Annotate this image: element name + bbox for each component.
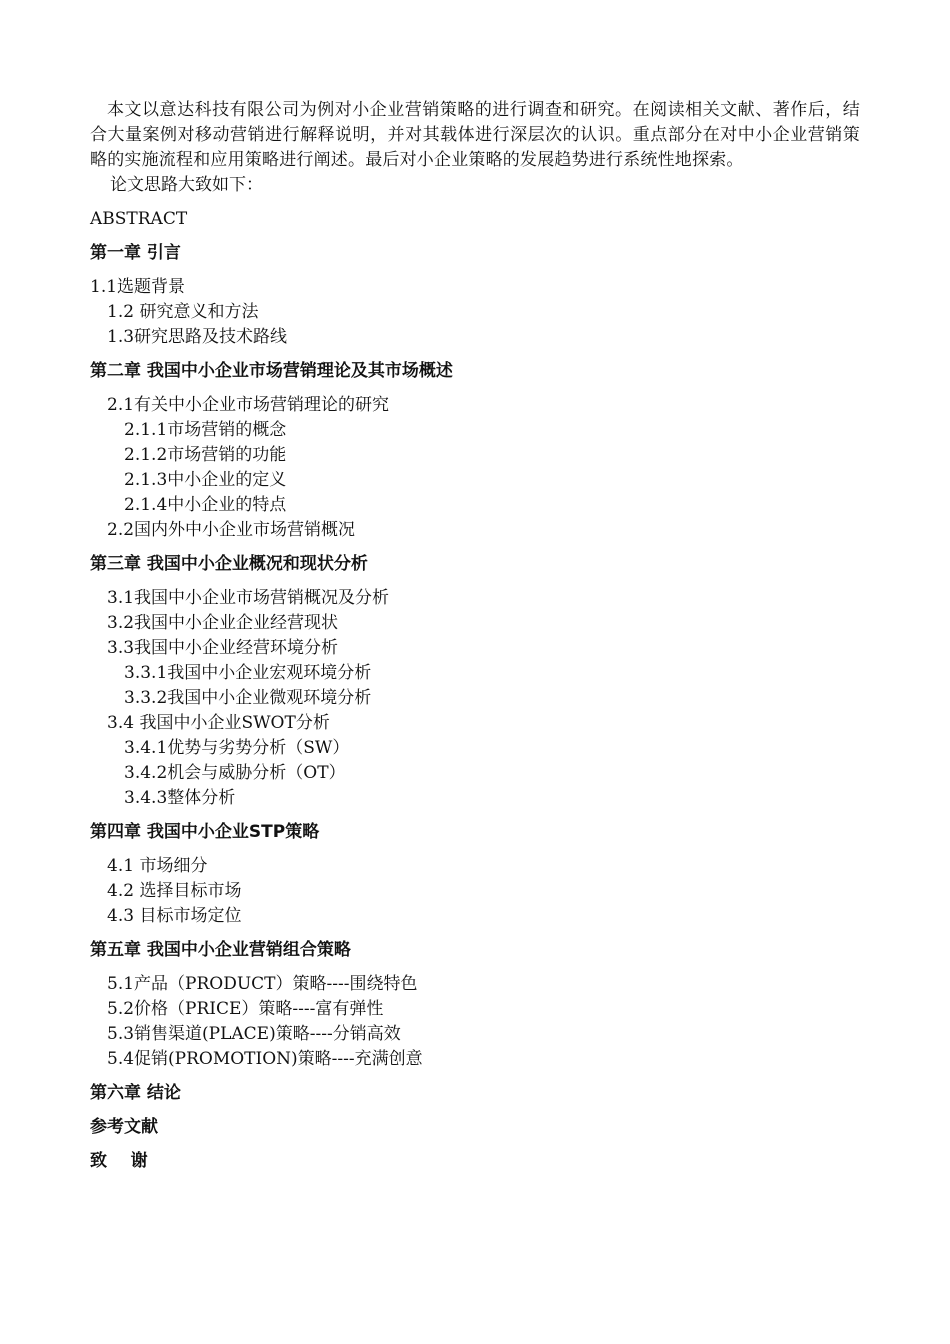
toc-chapter-1-title: 第一章 引言 (90, 243, 181, 263)
toc-chapter-2-title: 第二章 我国中小企业市场营销理论及其市场概述 (90, 361, 453, 381)
toc-item-4-2: 4.2 选择目标市场 (107, 881, 242, 901)
toc-item-3-1: 3.1我国中小企业市场营销概况及分析 (107, 588, 390, 608)
toc-item-2-1-2: 2.1.2市场营销的功能 (124, 445, 287, 465)
toc-item-2-1-1: 2.1.1市场营销的概念 (124, 420, 287, 440)
toc-item-3-2: 3.2我国中小企业企业经营现状 (107, 613, 339, 633)
toc-chapter-4-title: 第四章 我国中小企业STP策略 (90, 822, 320, 842)
toc-chapter-5-title: 第五章 我国中小企业营销组合策略 (90, 940, 351, 960)
toc-item-5-2: 5.2价格（PRICE）策略----富有弹性 (107, 999, 384, 1019)
table-of-contents (90, 207, 860, 1174)
toc-item-3-4-3: 3.4.3整体分析 (124, 788, 236, 808)
toc-abstract: ABSTRACT (90, 209, 188, 229)
toc-acknowledgements: 致 谢 (90, 1151, 148, 1171)
toc-item-1-2: 1.2 研究意义和方法 (107, 302, 259, 322)
toc-item-2-1-4: 2.1.4中小企业的特点 (124, 495, 287, 515)
toc-item-4-1: 4.1 市场细分 (107, 856, 208, 876)
toc-item-3-4-1: 3.4.1优势与劣势分析（SW） (124, 738, 350, 758)
toc-references: 参考文献 (90, 1117, 158, 1137)
toc-item-2-1: 2.1有关中小企业市场营销理论的研究 (107, 395, 390, 415)
toc-item-3-4-2: 3.4.2机会与威胁分析（OT） (124, 763, 346, 783)
toc-item-3-3-1: 3.3.1我国中小企业宏观环境分析 (124, 663, 372, 683)
toc-item-2-2: 2.2国内外中小企业市场营销概况 (107, 520, 356, 540)
toc-item-1-1: 1.1选题背景 (90, 277, 186, 297)
toc-chapter-6-title: 第六章 结论 (90, 1083, 181, 1103)
toc-item-5-1: 5.1产品（PRODUCT）策略----围绕特色 (107, 974, 418, 994)
toc-item-3-3-2: 3.3.2我国中小企业微观环境分析 (124, 688, 372, 708)
toc-item-3-3: 3.3我国中小企业经营环境分析 (107, 638, 339, 658)
toc-chapter-3-title: 第三章 我国中小企业概况和现状分析 (90, 554, 368, 574)
toc-item-1-3: 1.3研究思路及技术路线 (107, 327, 288, 347)
toc-item-5-4: 5.4促销(PROMOTION)策略----充满创意 (107, 1049, 423, 1069)
document-page (90, 98, 860, 1183)
intro-paragraph: 本文以意达科技有限公司为例对小企业营销策略的进行调查和研究。在阅读相关文献、著作后，结合大量案例对移动营销进行解释说明，并对其载体进行深层次的认识。重点部分在对中小企业营销策略的实施流程和应用策略进行阐述。最后对小企业策略的发展趋势进行系统性地探索。 (90, 100, 860, 170)
toc-item-5-3: 5.3销售渠道(PLACE)策略----分销高效 (107, 1024, 401, 1044)
toc-item-2-1-3: 2.1.3中小企业的定义 (124, 470, 287, 490)
toc-item-3-4: 3.4 我国中小企业SWOT分析 (107, 713, 330, 733)
toc-item-4-3: 4.3 目标市场定位 (107, 906, 242, 926)
outline-lead: 论文思路大致如下： (110, 175, 263, 195)
